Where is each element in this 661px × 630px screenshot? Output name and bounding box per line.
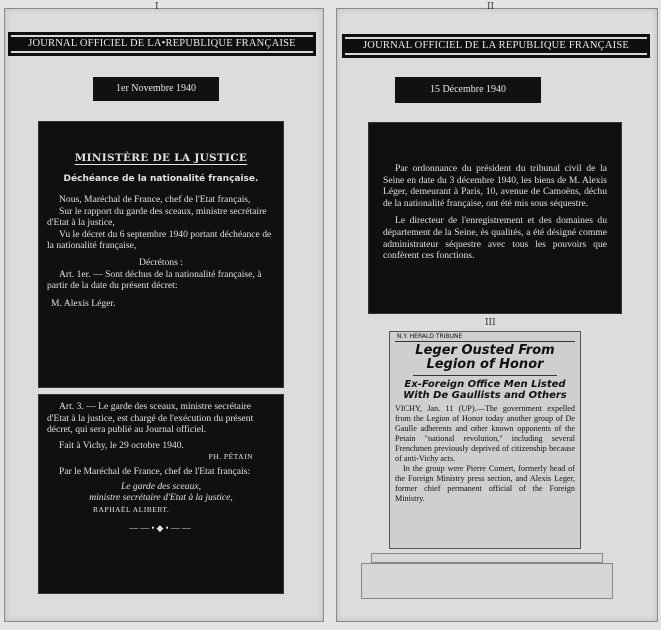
clipping-body-2: In the group were Pierre Comert, formerly head of the Foreign Ministry press section, and Alexis Leger, former chief permanent official of the Foreign Ministry. bbox=[395, 464, 575, 503]
clipping-numeral: III bbox=[485, 318, 496, 328]
date-text: 15 Décembre 1940 bbox=[429, 84, 507, 95]
newspaper-name: N.Y. HERALD TRIBUNE bbox=[397, 333, 463, 340]
clipping-masthead bbox=[395, 332, 575, 342]
ministry-title: MINISTÈRE DE LA JUSTICE bbox=[74, 152, 248, 164]
garde-line-2: ministre secrétaire d'Etat à la justice, bbox=[89, 492, 233, 504]
newspaper-clipping bbox=[389, 331, 581, 549]
garde-line-1: Le garde des sceaux, bbox=[120, 480, 202, 492]
decree-subtitle: Déchéance de la nationalité française. bbox=[63, 174, 259, 184]
decretons: Décrétons : bbox=[139, 256, 183, 268]
decree-panel bbox=[39, 122, 283, 387]
paragraph: Vu le décret du 6 septembre 1940 portant déchéance de la nationalité française, bbox=[47, 228, 272, 252]
display-base-top bbox=[371, 553, 603, 563]
ornament: ——•◆•—— bbox=[129, 523, 193, 534]
page-numeral: II bbox=[487, 2, 495, 12]
paragraph: Par ordonnance du président du tribunal civil de la Seine en date du 3 décembre 1940, les biens de M. Alexis Léger, demeurant à Paris, 10, avenue de Camoëns, déchu de la nationalité française, ont été mis sous séquestre. bbox=[383, 163, 607, 209]
display-base bbox=[361, 563, 613, 599]
paragraph: Nous, Maréchal de France, chef de l'Etat français, bbox=[59, 194, 251, 205]
clipping-headline: Leger Ousted From Legion of Honor bbox=[415, 343, 555, 372]
left-page bbox=[4, 2, 324, 622]
clipping-subhead: Ex-Foreign Office Men Listed With De Gaullists and Others bbox=[403, 379, 567, 401]
date-box bbox=[93, 77, 219, 101]
clipping-body: VICHY, Jan. 11 (UP).—The government expelled from the Legion of Honor today another group of De Gaulle adherents and other known opponents of the Petain "national revolution," including several Frenchmen previously deprived of citizenship because of anti-Vichy acts. bbox=[395, 404, 575, 463]
fait-a: Fait à Vichy, le 29 octobre 1940. bbox=[59, 439, 184, 451]
paragraph: Le directeur de l'enregistrement et des domaines du département de la Seine, ès qualités, a été désigné comme administrateur séquestre avec tous les pouvoirs que confèrent ces fonctions. bbox=[383, 215, 607, 262]
page-numeral: I bbox=[155, 2, 159, 12]
paragraph: Sur le rapport du garde des sceaux, ministre secrétaire d'Etat à la justice, bbox=[47, 205, 267, 229]
date-box bbox=[395, 77, 541, 103]
article-1: Art. 1er. — Sont déchus de la nationalité française, à partir de la date du présent décret: bbox=[47, 268, 262, 292]
signature-alibert: RAPHAËL ALIBERT. bbox=[93, 504, 170, 514]
date-text: 1er Novembre 1940 bbox=[116, 83, 196, 94]
article-3-panel bbox=[39, 395, 283, 593]
par-le: Par le Maréchal de France, chef de l'Etat français: bbox=[59, 465, 251, 477]
right-page bbox=[336, 2, 658, 622]
name-line: M. Alexis Léger. bbox=[51, 297, 116, 309]
sequestre-panel bbox=[369, 123, 621, 313]
masthead: JOURNAL OFFICIEL DE LA•REPUBLIQUE FRANÇAISE bbox=[11, 35, 313, 53]
article-3: Art. 3. — Le garde des sceaux, ministre secrétaire d'Etat à la justice, est chargé de l'exécution du présent décret, qui sera publié au Journal officiel. bbox=[47, 401, 254, 436]
masthead: JOURNAL OFFICIEL DE LA REPUBLIQUE FRANÇAISE bbox=[345, 37, 647, 55]
divider bbox=[413, 375, 557, 376]
signature-petain: PH. PÉTAIN bbox=[208, 452, 253, 462]
